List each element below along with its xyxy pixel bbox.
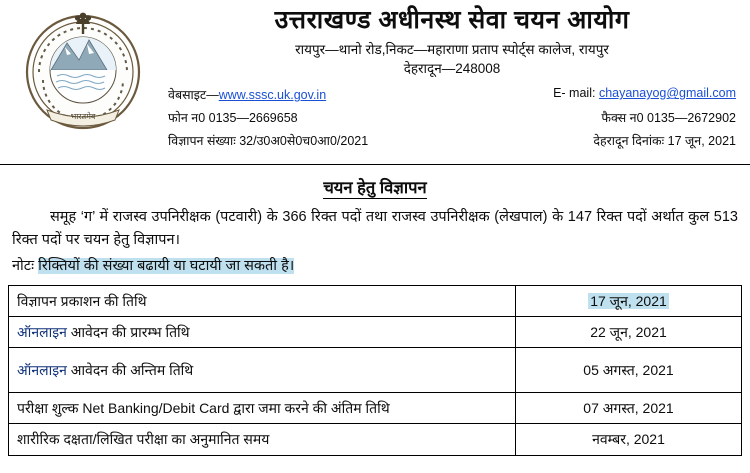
note-highlighted-text: रिक्तियों की संख्या बढायी या घटायी जा सकती है। — [38, 258, 295, 275]
website-email-row — [162, 86, 742, 103]
email-link[interactable]: chayanayog@gmail.com — [598, 86, 736, 101]
notice-body — [0, 175, 750, 279]
notice-title-text: चयन हेतु विज्ञापन — [323, 179, 427, 197]
table-row — [9, 424, 742, 455]
note-prefix: नोटः — [12, 258, 39, 275]
svg-text:भारतमेव: भारतमेव — [70, 112, 96, 121]
website-group — [168, 86, 326, 103]
label-rest-part: आवेदन की प्रारम्भ तिथि — [66, 323, 190, 340]
website-link[interactable]: www.sssc.uk.gov.in — [218, 88, 327, 103]
notice-paragraph: समूह ‘ग’ में राजस्व उपनिरीक्षक (पटवारी) के 366 रिक्त पदों तथा राजस्व उपनिरीक्षक (लेखपाल) के 147 रिक्त पदों अर्थात कुल 513 रिक्त पदों पर चयन हेतु विज्ञापन। — [12, 209, 738, 249]
fax-label: फैक्स न0 0135—2672902 — [601, 111, 736, 126]
row-value-online-application-start-date: 22 जून, 2021 — [516, 316, 742, 347]
notice-note-line — [12, 255, 738, 278]
row-label-online-application-last-date — [9, 348, 516, 393]
email-label: E- mail: — [553, 86, 596, 101]
label-rest-part: आवेदन की अन्तिम तिथि — [66, 362, 194, 378]
label-blue-part: ऑनलाइन — [17, 362, 67, 378]
letterhead-header — [0, 0, 750, 160]
header-text-block — [158, 6, 742, 149]
website-label: वेबसाइट— — [168, 88, 219, 103]
phone-fax-row — [162, 109, 742, 126]
row-value-online-application-last-date: 05 अगस्त, 2021 — [516, 348, 742, 393]
row-label-fee-payment-last-date: परीक्षा शुल्क Net Banking/Debit Card द्वारा जमा करने की अंतिम तिथि — [9, 393, 516, 424]
place-and-date: देहरादून दिनांकः 17 जून, 2021 — [593, 134, 736, 149]
organization-address-line2: देहरादून—248008 — [403, 60, 501, 76]
row-value-advertisement-publish-date — [516, 285, 742, 316]
label-blue-part: ऑनलाइन — [17, 323, 67, 340]
email-group — [553, 86, 736, 103]
organization-address-line1: रायपुर—थानो रोड,निकट—महाराणा प्रताप स्पोर्ट्स कालेज, रायपुर — [295, 41, 609, 57]
row-value-exam-tentative-time: नवम्बर, 2021 — [516, 424, 742, 455]
table-row — [9, 348, 742, 393]
value-text: 17 जून, 2021 — [590, 292, 667, 309]
advertisement-number: विज्ञापन संख्याः 32/उ0अ0से0च0आ0/2021 — [168, 134, 369, 149]
row-label-advertisement-publish-date: विज्ञापन प्रकाशन की तिथि — [9, 285, 516, 316]
table-row — [9, 285, 742, 316]
notice-title — [10, 175, 740, 198]
row-value-fee-payment-last-date: 07 अगस्त, 2021 — [516, 393, 742, 424]
row-label-exam-tentative-time: शारीरिक दक्षता/लिखित परीक्षा का अनुमानित समय — [9, 424, 516, 455]
header-divider — [0, 164, 750, 165]
organization-title: उत्तराखण्ड अधीनस्थ सेवा चयन आयोग — [274, 6, 630, 34]
table-row — [9, 393, 742, 424]
uttarakhand-state-emblem-icon — [23, 10, 143, 132]
table-row — [9, 316, 742, 347]
row-label-online-application-start-date — [9, 316, 516, 347]
important-dates-table — [8, 285, 742, 456]
phone-label: फोन न0 0135—2669658 — [168, 111, 298, 126]
advertisement-meta-row — [162, 132, 742, 149]
emblem-container — [8, 6, 158, 132]
